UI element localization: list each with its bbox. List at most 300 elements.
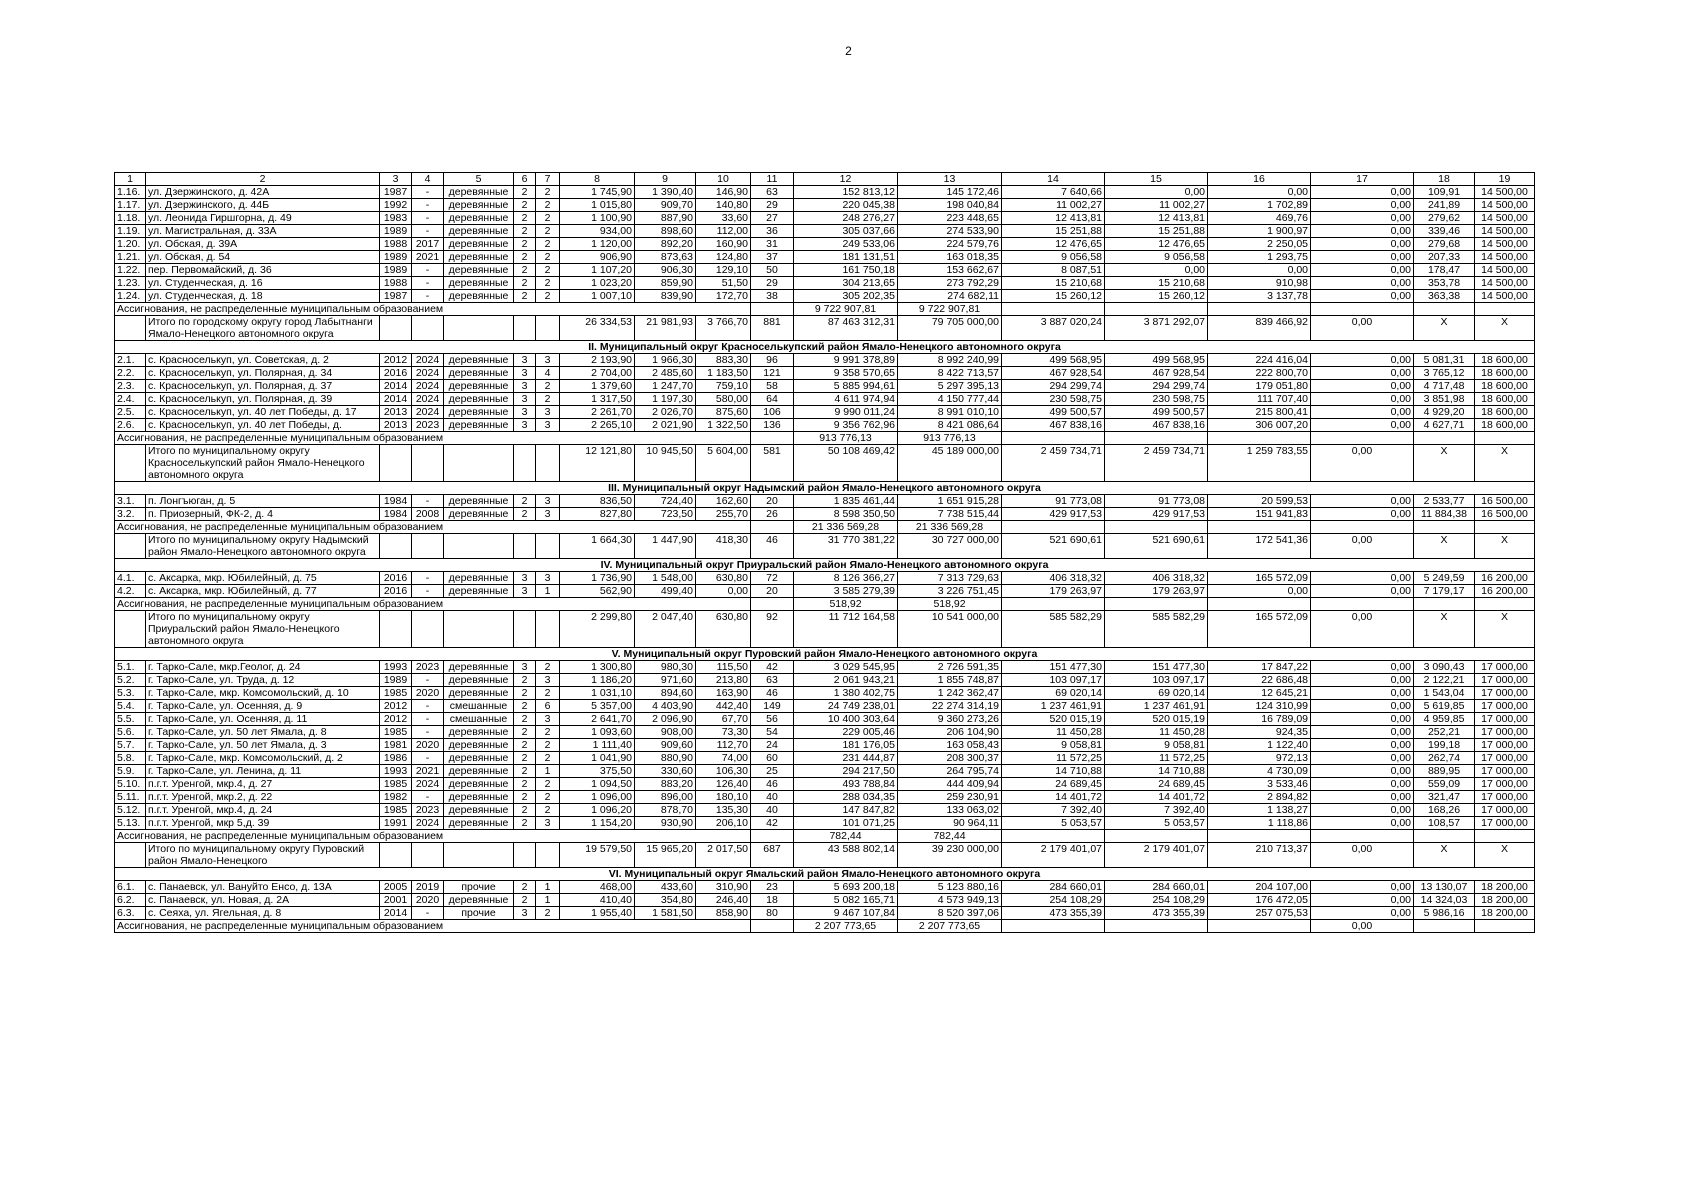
table-cell: 859,90 [635, 277, 696, 290]
table-cell: 1 138,27 [1208, 804, 1311, 817]
table-row [115, 765, 1535, 778]
table-row [115, 817, 1535, 830]
table-cell: 246,40 [696, 894, 751, 907]
table-cell: 0,00 [1311, 393, 1414, 406]
table-cell: 1 [536, 765, 560, 778]
table-cell: 8 520 397,06 [898, 907, 1002, 920]
table-cell: 96 [751, 354, 794, 367]
total-value: 79 705 000,00 [898, 316, 1002, 341]
table-cell: 1 015,80 [560, 199, 635, 212]
table-cell: 2 [514, 894, 536, 907]
table-cell: 25 [751, 765, 794, 778]
total-value: 2 459 734,71 [1105, 445, 1208, 482]
table-cell: - [412, 907, 444, 920]
table-cell: 304 213,65 [794, 277, 898, 290]
table-cell [412, 534, 444, 559]
table-row [115, 726, 1535, 739]
table-cell: - [412, 199, 444, 212]
table-cell: 836,50 [560, 495, 635, 508]
table-cell: п. Приозерный, ФК-2, д. 4 [146, 508, 380, 521]
table-row [115, 700, 1535, 713]
table-cell: 3 [536, 713, 560, 726]
table-cell: ул. Дзержинского, д. 44Б [146, 199, 380, 212]
assignments-value: 782,44 [898, 830, 1002, 843]
table-cell: 69 020,14 [1105, 687, 1208, 700]
table-cell: 220 045,38 [794, 199, 898, 212]
table-cell: 231 444,87 [794, 752, 898, 765]
table-cell: 1985 [380, 778, 412, 791]
table-cell: 2 026,70 [635, 406, 696, 419]
table-cell: 11 572,25 [1105, 752, 1208, 765]
table-cell: 7 392,40 [1105, 804, 1208, 817]
table-cell: 2 250,05 [1208, 238, 1311, 251]
total-row [115, 445, 1535, 482]
table-cell: 109,91 [1414, 186, 1475, 199]
table-cell: 1 183,50 [696, 367, 751, 380]
table-cell: 3 [536, 508, 560, 521]
column-number: 17 [1311, 173, 1414, 186]
table-cell: 4.1. [115, 572, 146, 585]
table-cell: 14 500,00 [1475, 290, 1535, 303]
table-cell: смешанные [444, 700, 514, 713]
table-cell: 18 200,00 [1475, 881, 1535, 894]
table-cell: 2 061 943,21 [794, 674, 898, 687]
total-row [115, 316, 1535, 341]
table-cell: 2024 [412, 778, 444, 791]
table-cell: деревянные [444, 687, 514, 700]
table-row [115, 393, 1535, 406]
table-cell: 1 900,97 [1208, 225, 1311, 238]
table-cell: 883,20 [635, 778, 696, 791]
table-cell: 0,00 [1311, 238, 1414, 251]
table-row [115, 907, 1535, 920]
table-cell: 896,00 [635, 791, 696, 804]
table-cell: 8 126 366,27 [794, 572, 898, 585]
table-row [115, 367, 1535, 380]
table-cell: 3 029 545,95 [794, 661, 898, 674]
table-cell: 433,60 [635, 881, 696, 894]
table-cell: 892,20 [635, 238, 696, 251]
table-cell: 0,00 [1311, 212, 1414, 225]
table-cell: 2 [536, 199, 560, 212]
table-cell: - [412, 212, 444, 225]
table-row [115, 881, 1535, 894]
total-value: 0,00 [1311, 611, 1414, 648]
table-cell: 2024 [412, 354, 444, 367]
table-row [115, 713, 1535, 726]
table-cell: 1 154,20 [560, 817, 635, 830]
assignments-value: 518,92 [794, 598, 898, 611]
assignments-label: Ассигнования, не распределенные муниципальным образованием [115, 598, 751, 611]
table-cell: 2021 [412, 251, 444, 264]
table-cell: 2020 [412, 739, 444, 752]
table-cell: 181 131,51 [794, 251, 898, 264]
section-heading-row [115, 341, 1535, 354]
table-cell: 5.6. [115, 726, 146, 739]
table-cell: 1 745,90 [560, 186, 635, 199]
table-cell: 1 120,00 [560, 238, 635, 251]
table-cell: 2023 [412, 804, 444, 817]
table-cell: 2 [536, 251, 560, 264]
table-row [115, 225, 1535, 238]
table-cell: 31 [751, 238, 794, 251]
table-cell: 12 476,65 [1002, 238, 1105, 251]
table-cell: 406 318,32 [1002, 572, 1105, 585]
table-cell: 759,10 [696, 380, 751, 393]
table-cell: смешанные [444, 713, 514, 726]
table-cell: 40 [751, 791, 794, 804]
table-cell: 499,40 [635, 585, 696, 598]
table-cell: 2 [514, 186, 536, 199]
table-cell: 3 137,78 [1208, 290, 1311, 303]
table-cell: 17 000,00 [1475, 817, 1535, 830]
table-cell: п.г.т. Уренгой, мкр.4, д. 27 [146, 778, 380, 791]
table-cell: 17 000,00 [1475, 674, 1535, 687]
total-value: 5 604,00 [696, 445, 751, 482]
table-cell: 1988 [380, 238, 412, 251]
table-cell: 410,40 [560, 894, 635, 907]
table-cell: 972,13 [1208, 752, 1311, 765]
table-cell: с. Красноселькуп, ул. 40 лет Победы, д. 17 [146, 406, 380, 419]
table-cell: деревянные [444, 212, 514, 225]
table-cell: - [412, 290, 444, 303]
table-cell: 20 [751, 585, 794, 598]
table-row [115, 354, 1535, 367]
table-cell [751, 920, 794, 933]
table-cell: 0,00 [1311, 726, 1414, 739]
total-value: 2 017,50 [696, 843, 751, 868]
table-cell: 4 150 777,44 [898, 393, 1002, 406]
table-cell: 273 792,29 [898, 277, 1002, 290]
table-cell: 467 838,16 [1002, 419, 1105, 432]
table-cell: 1 855 748,87 [898, 674, 1002, 687]
table-cell: 1 322,50 [696, 419, 751, 432]
table-cell: 1 651 915,28 [898, 495, 1002, 508]
table-cell: 18 600,00 [1475, 367, 1535, 380]
table-cell: 230 598,75 [1105, 393, 1208, 406]
table-cell: 24 689,45 [1002, 778, 1105, 791]
assignments-label: Ассигнования, не распределенные муниципальным образованием [115, 303, 751, 316]
table-cell [751, 521, 794, 534]
table-cell: 2.3. [115, 380, 146, 393]
table-cell: 15 251,88 [1105, 225, 1208, 238]
table-cell: 0,00 [1311, 817, 1414, 830]
table-cell: 3 [514, 380, 536, 393]
table-cell: 176 472,05 [1208, 894, 1311, 907]
table-cell: 580,00 [696, 393, 751, 406]
table-cell: 103 097,17 [1002, 674, 1105, 687]
table-cell [444, 316, 514, 341]
table-cell: 67,70 [696, 713, 751, 726]
table-cell [115, 445, 146, 482]
table-cell: 1 293,75 [1208, 251, 1311, 264]
table-cell: деревянные [444, 778, 514, 791]
assignments-row [115, 303, 1535, 316]
table-cell: 339,46 [1414, 225, 1475, 238]
table-cell [115, 534, 146, 559]
table-cell: 1 237 461,91 [1105, 700, 1208, 713]
table-cell: 375,50 [560, 765, 635, 778]
table-cell: 3 533,46 [1208, 778, 1311, 791]
table-cell: 108,57 [1414, 817, 1475, 830]
total-value: X [1414, 611, 1475, 648]
table-cell: 3 [514, 393, 536, 406]
table-cell: 2 [514, 804, 536, 817]
table-cell: 40 [751, 804, 794, 817]
table-cell: 1988 [380, 277, 412, 290]
table-cell: 5 297 395,13 [898, 380, 1002, 393]
table-cell: 8 992 240,99 [898, 354, 1002, 367]
column-number: 6 [514, 173, 536, 186]
table-cell: п. Лонгъюган, д. 5 [146, 495, 380, 508]
table-cell: 2014 [380, 907, 412, 920]
table-cell: прочие [444, 881, 514, 894]
section-heading: VI. Муниципальный округ Ямальский район Ямало-Ненецкого автономного округа [115, 868, 1535, 881]
table-cell: 520 015,19 [1002, 713, 1105, 726]
table-row [115, 804, 1535, 817]
table-cell: 1 [536, 881, 560, 894]
table-cell: 724,40 [635, 495, 696, 508]
table-cell: 887,90 [635, 212, 696, 225]
total-value: 19 579,50 [560, 843, 635, 868]
table-cell [380, 534, 412, 559]
table-cell: 230 598,75 [1002, 393, 1105, 406]
table-cell: 17 000,00 [1475, 687, 1535, 700]
total-value: 687 [751, 843, 794, 868]
table-cell: 9 467 107,84 [794, 907, 898, 920]
table-cell: деревянные [444, 199, 514, 212]
table-cell: п.г.т. Уренгой, мкр 5,д. 39 [146, 817, 380, 830]
assignments-row [115, 920, 1535, 933]
table-cell: - [412, 726, 444, 739]
table-cell: 1 111,40 [560, 739, 635, 752]
table-cell: 5 986,16 [1414, 907, 1475, 920]
table-cell: деревянные [444, 419, 514, 432]
table-cell [1105, 830, 1208, 843]
table-cell: 206 104,90 [898, 726, 1002, 739]
table-cell: 2001 [380, 894, 412, 907]
table-cell: 2 [514, 881, 536, 894]
table-cell: г. Тарко-Сале, ул. 50 лет Ямала, д. 3 [146, 739, 380, 752]
table-cell: 63 [751, 186, 794, 199]
table-cell: 18 600,00 [1475, 419, 1535, 432]
total-value: 585 582,29 [1002, 611, 1105, 648]
table-cell: 2 641,70 [560, 713, 635, 726]
table-cell: 2 [536, 687, 560, 700]
column-number: 16 [1208, 173, 1311, 186]
table-cell: 206,10 [696, 817, 751, 830]
table-cell: 208 300,37 [898, 752, 1002, 765]
table-cell: 9 990 011,24 [794, 406, 898, 419]
table-cell: 241,89 [1414, 199, 1475, 212]
column-number-row [115, 173, 1535, 186]
table-cell: 207,33 [1414, 251, 1475, 264]
table-cell: 1984 [380, 495, 412, 508]
table-cell [514, 534, 536, 559]
table-cell: деревянные [444, 367, 514, 380]
table-cell: 179 263,97 [1105, 585, 1208, 598]
table-cell: 5 123 880,16 [898, 881, 1002, 894]
section-heading-row [115, 559, 1535, 572]
table-cell: ул. Студенческая, д. 18 [146, 290, 380, 303]
table-cell: 160,90 [696, 238, 751, 251]
table-cell: 17 000,00 [1475, 804, 1535, 817]
table-cell: п.г.т. Уренгой, мкр.2, д. 22 [146, 791, 380, 804]
table-cell: 2 704,00 [560, 367, 635, 380]
table-cell: 2012 [380, 700, 412, 713]
table-cell: 1 543,04 [1414, 687, 1475, 700]
table-cell: 54 [751, 726, 794, 739]
total-value: 630,80 [696, 611, 751, 648]
table-cell: 15 210,68 [1105, 277, 1208, 290]
table-cell: прочие [444, 907, 514, 920]
table-row [115, 674, 1535, 687]
table-cell: 9 360 273,26 [898, 713, 1002, 726]
table-cell: 73,30 [696, 726, 751, 739]
table-cell: деревянные [444, 495, 514, 508]
table-cell: 4 [536, 367, 560, 380]
table-cell: 1992 [380, 199, 412, 212]
table-cell: 1987 [380, 290, 412, 303]
total-label: Итого по муниципальному округу Красноселькупский район Ямало-Ненецкого автономного округа [146, 445, 380, 482]
assignments-value: 21 336 569,28 [898, 521, 1002, 534]
table-cell [514, 611, 536, 648]
table-cell: 839,90 [635, 290, 696, 303]
table-cell: 9 991 378,89 [794, 354, 898, 367]
total-value: 839 466,92 [1208, 316, 1311, 341]
table-cell: 2 894,82 [1208, 791, 1311, 804]
table-cell: ул. Обская, д. 54 [146, 251, 380, 264]
table-cell: 2005 [380, 881, 412, 894]
table-cell [115, 843, 146, 868]
table-cell: 1984 [380, 508, 412, 521]
table-cell [1002, 920, 1105, 933]
table-cell: 4 959,85 [1414, 713, 1475, 726]
total-value: 2 459 734,71 [1002, 445, 1105, 482]
table-cell: 5.2. [115, 674, 146, 687]
table-cell: 8 598 350,50 [794, 508, 898, 521]
table-cell: 1 094,50 [560, 778, 635, 791]
table-cell: 2020 [412, 894, 444, 907]
table-cell [751, 303, 794, 316]
total-value: X [1475, 611, 1535, 648]
table-cell: 12 476,65 [1105, 238, 1208, 251]
table-cell: 0,00 [1311, 225, 1414, 238]
table-cell [1414, 303, 1475, 316]
table-cell: 0,00 [1311, 585, 1414, 598]
table-cell: 499 500,57 [1002, 406, 1105, 419]
table-cell: 64 [751, 393, 794, 406]
table-cell: 2024 [412, 406, 444, 419]
table-cell: 1 [536, 894, 560, 907]
table-cell: 2012 [380, 713, 412, 726]
table-cell: 17 847,22 [1208, 661, 1311, 674]
table-cell: с. Аксарка, мкр. Юбилейный, д. 75 [146, 572, 380, 585]
table-cell: 473 355,39 [1002, 907, 1105, 920]
total-value: 2 047,40 [635, 611, 696, 648]
table-cell: 3 [514, 406, 536, 419]
table-cell: с. Панаевск, ул. Вануйто Енсо, д. 13А [146, 881, 380, 894]
total-value: X [1414, 843, 1475, 868]
table-cell: деревянные [444, 674, 514, 687]
table-cell: 0,00 [1311, 894, 1414, 907]
table-cell: 3.1. [115, 495, 146, 508]
table-cell: 1 [536, 585, 560, 598]
table-cell: 16 500,00 [1475, 495, 1535, 508]
table-cell: 178,47 [1414, 264, 1475, 277]
total-value: 881 [751, 316, 794, 341]
total-value: 45 189 000,00 [898, 445, 1002, 482]
assignments-value: 913 776,13 [898, 432, 1002, 445]
table-row [115, 238, 1535, 251]
total-value: 31 770 381,22 [794, 534, 898, 559]
table-cell: 15 251,88 [1002, 225, 1105, 238]
table-cell: 16 200,00 [1475, 585, 1535, 598]
table-cell: 1 300,80 [560, 661, 635, 674]
total-row [115, 843, 1535, 868]
table-cell: 2012 [380, 354, 412, 367]
total-value: 26 334,53 [560, 316, 635, 341]
column-number: 3 [380, 173, 412, 186]
table-cell: 875,60 [696, 406, 751, 419]
table-cell: 1987 [380, 186, 412, 199]
housing-register-table [114, 172, 1535, 933]
table-cell: 1 390,40 [635, 186, 696, 199]
table-cell: деревянные [444, 238, 514, 251]
table-cell [536, 445, 560, 482]
table-cell: деревянные [444, 894, 514, 907]
table-cell [412, 316, 444, 341]
table-cell: 2 [536, 380, 560, 393]
table-cell: 129,10 [696, 264, 751, 277]
table-cell: 0,00 [1311, 907, 1414, 920]
table-row [115, 778, 1535, 791]
table-cell [412, 843, 444, 868]
table-cell: 2.4. [115, 393, 146, 406]
table-cell: 4 573 949,13 [898, 894, 1002, 907]
table-cell: 5 693 200,18 [794, 881, 898, 894]
table-cell: 2 [514, 765, 536, 778]
table-cell: 163 058,43 [898, 739, 1002, 752]
table-cell: 4 717,48 [1414, 380, 1475, 393]
table-cell: с. Красноселькуп, ул. 40 лет Победы, д. [146, 419, 380, 432]
table-cell: 4 403,90 [635, 700, 696, 713]
table-cell: 17 000,00 [1475, 739, 1535, 752]
table-cell: 0,00 [1311, 661, 1414, 674]
table-cell: 906,90 [560, 251, 635, 264]
table-cell: 1 197,30 [635, 393, 696, 406]
table-cell [1208, 598, 1311, 611]
table-cell: - [412, 495, 444, 508]
table-cell: 353,78 [1414, 277, 1475, 290]
table-cell: 20 [751, 495, 794, 508]
total-value: 43 588 802,14 [794, 843, 898, 868]
table-cell: 27 [751, 212, 794, 225]
table-cell: 168,26 [1414, 804, 1475, 817]
table-cell: 0,00 [1311, 367, 1414, 380]
assignments-label: Ассигнования, не распределенные муниципальным образованием [115, 920, 751, 933]
assignments-value: 913 776,13 [794, 432, 898, 445]
table-cell: 2024 [412, 380, 444, 393]
table-cell: 2014 [380, 380, 412, 393]
table-cell: 151 941,83 [1208, 508, 1311, 521]
table-cell: 2 [514, 739, 536, 752]
table-cell: 3 [536, 674, 560, 687]
table-cell: 2023 [412, 661, 444, 674]
table-cell: 12 413,81 [1002, 212, 1105, 225]
table-cell: 0,00 [1311, 380, 1414, 393]
table-cell: 5 053,57 [1105, 817, 1208, 830]
